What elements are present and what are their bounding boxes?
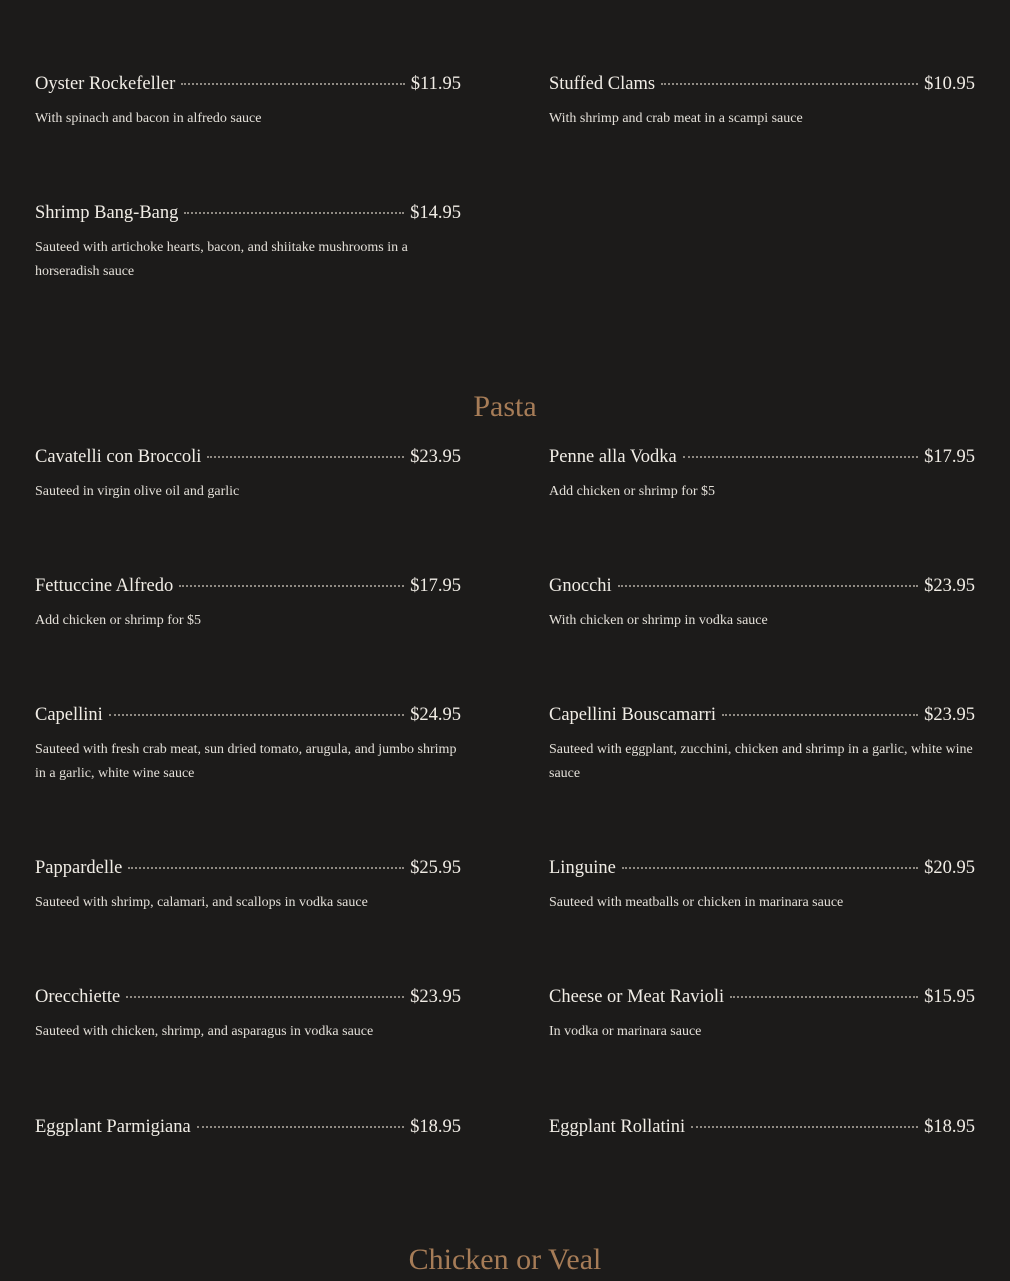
menu-item-name: Cavatelli con Broccoli — [35, 447, 202, 467]
dot-leader — [207, 456, 404, 458]
menu-item-price: $24.95 — [410, 705, 461, 725]
menu-item-header — [549, 73, 975, 95]
dot-leader — [179, 585, 404, 587]
menu-item-header — [549, 857, 975, 879]
menu-item-name: Pappardelle — [35, 858, 123, 878]
dot-leader — [730, 996, 918, 998]
menu-item-description: Sauteed in virgin olive oil and garlic — [35, 484, 240, 499]
menu-item-name: Gnocchi — [549, 576, 612, 596]
section-title-pasta: Pasta — [473, 390, 537, 423]
menu-item-header — [35, 73, 461, 95]
section-title-chicken-veal: Chicken or Veal — [408, 1243, 602, 1276]
menu-item — [35, 575, 461, 633]
menu-item-description: With chicken or shrimp in vodka sauce — [549, 613, 768, 628]
menu-item-price: $17.95 — [410, 576, 461, 596]
menu-item-price: $18.95 — [410, 1117, 461, 1137]
menu-item-description: With shrimp and crab meat in a scampi sauce — [549, 111, 803, 126]
dot-leader — [181, 83, 405, 85]
menu-item-price: $23.95 — [410, 447, 461, 467]
menu-item-price: $17.95 — [924, 447, 975, 467]
menu-item — [35, 202, 461, 284]
menu-item — [35, 704, 461, 786]
menu-item-price: $23.95 — [410, 987, 461, 1007]
menu-item-name: Oyster Rockefeller — [35, 74, 176, 94]
menu-item-name: Shrimp Bang-Bang — [35, 203, 179, 223]
menu-item-description: Sauteed with shrimp, calamari, and scallops in vodka sauce — [35, 895, 368, 910]
menu-item-header — [549, 575, 975, 597]
menu-item-name: Eggplant Parmigiana — [35, 1117, 191, 1137]
menu-item-description: With spinach and bacon in alfredo sauce — [35, 111, 262, 126]
menu-item-header — [35, 986, 461, 1008]
menu-item-description: Sauteed with chicken, shrimp, and asparagus in vodka sauce — [35, 1024, 374, 1039]
menu-item-header — [549, 704, 975, 726]
menu-item — [35, 986, 461, 1044]
dot-leader — [184, 212, 404, 214]
menu-item — [35, 73, 461, 131]
menu-item-name: Orecchiette — [35, 987, 121, 1007]
menu-item — [549, 857, 975, 915]
menu-item — [549, 446, 975, 504]
menu-item-header — [35, 575, 461, 597]
dot-leader — [622, 867, 918, 869]
menu-item-price: $15.95 — [924, 987, 975, 1007]
menu-item-price: $11.95 — [410, 74, 461, 94]
menu-item — [35, 446, 461, 504]
menu-item — [549, 1116, 975, 1138]
menu-item-name: Eggplant Rollatini — [549, 1117, 686, 1137]
menu-item-description: Add chicken or shrimp for $5 — [549, 484, 716, 499]
menu-item-name: Capellini Bouscamarri — [549, 705, 716, 725]
menu-item-header — [35, 704, 461, 726]
menu-item-name: Fettuccine Alfredo — [35, 576, 174, 596]
menu-item-name: Capellini — [35, 705, 103, 725]
menu-item-price: $25.95 — [410, 858, 461, 878]
menu-item-name: Stuffed Clams — [549, 74, 656, 94]
dot-leader — [128, 867, 404, 869]
dot-leader — [197, 1126, 404, 1128]
menu-item-price: $20.95 — [924, 858, 975, 878]
menu-item-price: $10.95 — [924, 74, 975, 94]
dot-leader — [126, 996, 404, 998]
menu-item-header — [549, 986, 975, 1008]
menu-item — [549, 986, 975, 1044]
menu-item — [35, 1116, 461, 1138]
menu-item-header — [35, 1116, 461, 1138]
menu-item — [549, 704, 975, 786]
dot-leader — [722, 714, 918, 716]
menu-item-header — [35, 857, 461, 879]
menu-item-name: Linguine — [549, 858, 616, 878]
menu-item-description: Sauteed with fresh crab meat, sun dried tomato, arugula, and jumbo shrimp in a garlic, white wine sauce — [35, 742, 457, 781]
menu-item-header — [549, 446, 975, 468]
dot-leader — [661, 83, 918, 85]
dot-leader — [618, 585, 918, 587]
menu-item-header — [35, 202, 461, 224]
menu-item — [549, 575, 975, 633]
menu-item — [35, 857, 461, 915]
menu-item-description: Add chicken or shrimp for $5 — [35, 613, 202, 628]
menu-item-price: $23.95 — [924, 705, 975, 725]
menu-item-price: $23.95 — [924, 576, 975, 596]
dot-leader — [683, 456, 918, 458]
menu-item — [549, 73, 975, 131]
menu-item-description: In vodka or marinara sauce — [549, 1024, 702, 1039]
dot-leader — [109, 714, 404, 716]
menu-item-description: Sauteed with meatballs or chicken in marinara sauce — [549, 895, 844, 910]
menu-item-description: Sauteed with artichoke hearts, bacon, and shiitake mushrooms in a horseradish sauce — [35, 240, 408, 279]
menu-item-header — [549, 1116, 975, 1138]
menu-item-name: Cheese or Meat Ravioli — [549, 987, 725, 1007]
dot-leader — [691, 1126, 918, 1128]
menu-item-price: $14.95 — [410, 203, 461, 223]
menu-item-name: Penne alla Vodka — [549, 447, 677, 467]
menu-item-header — [35, 446, 461, 468]
menu-item-price: $18.95 — [924, 1117, 975, 1137]
menu-item-description: Sauteed with eggplant, zucchini, chicken and shrimp in a garlic, white wine sauce — [549, 742, 973, 781]
